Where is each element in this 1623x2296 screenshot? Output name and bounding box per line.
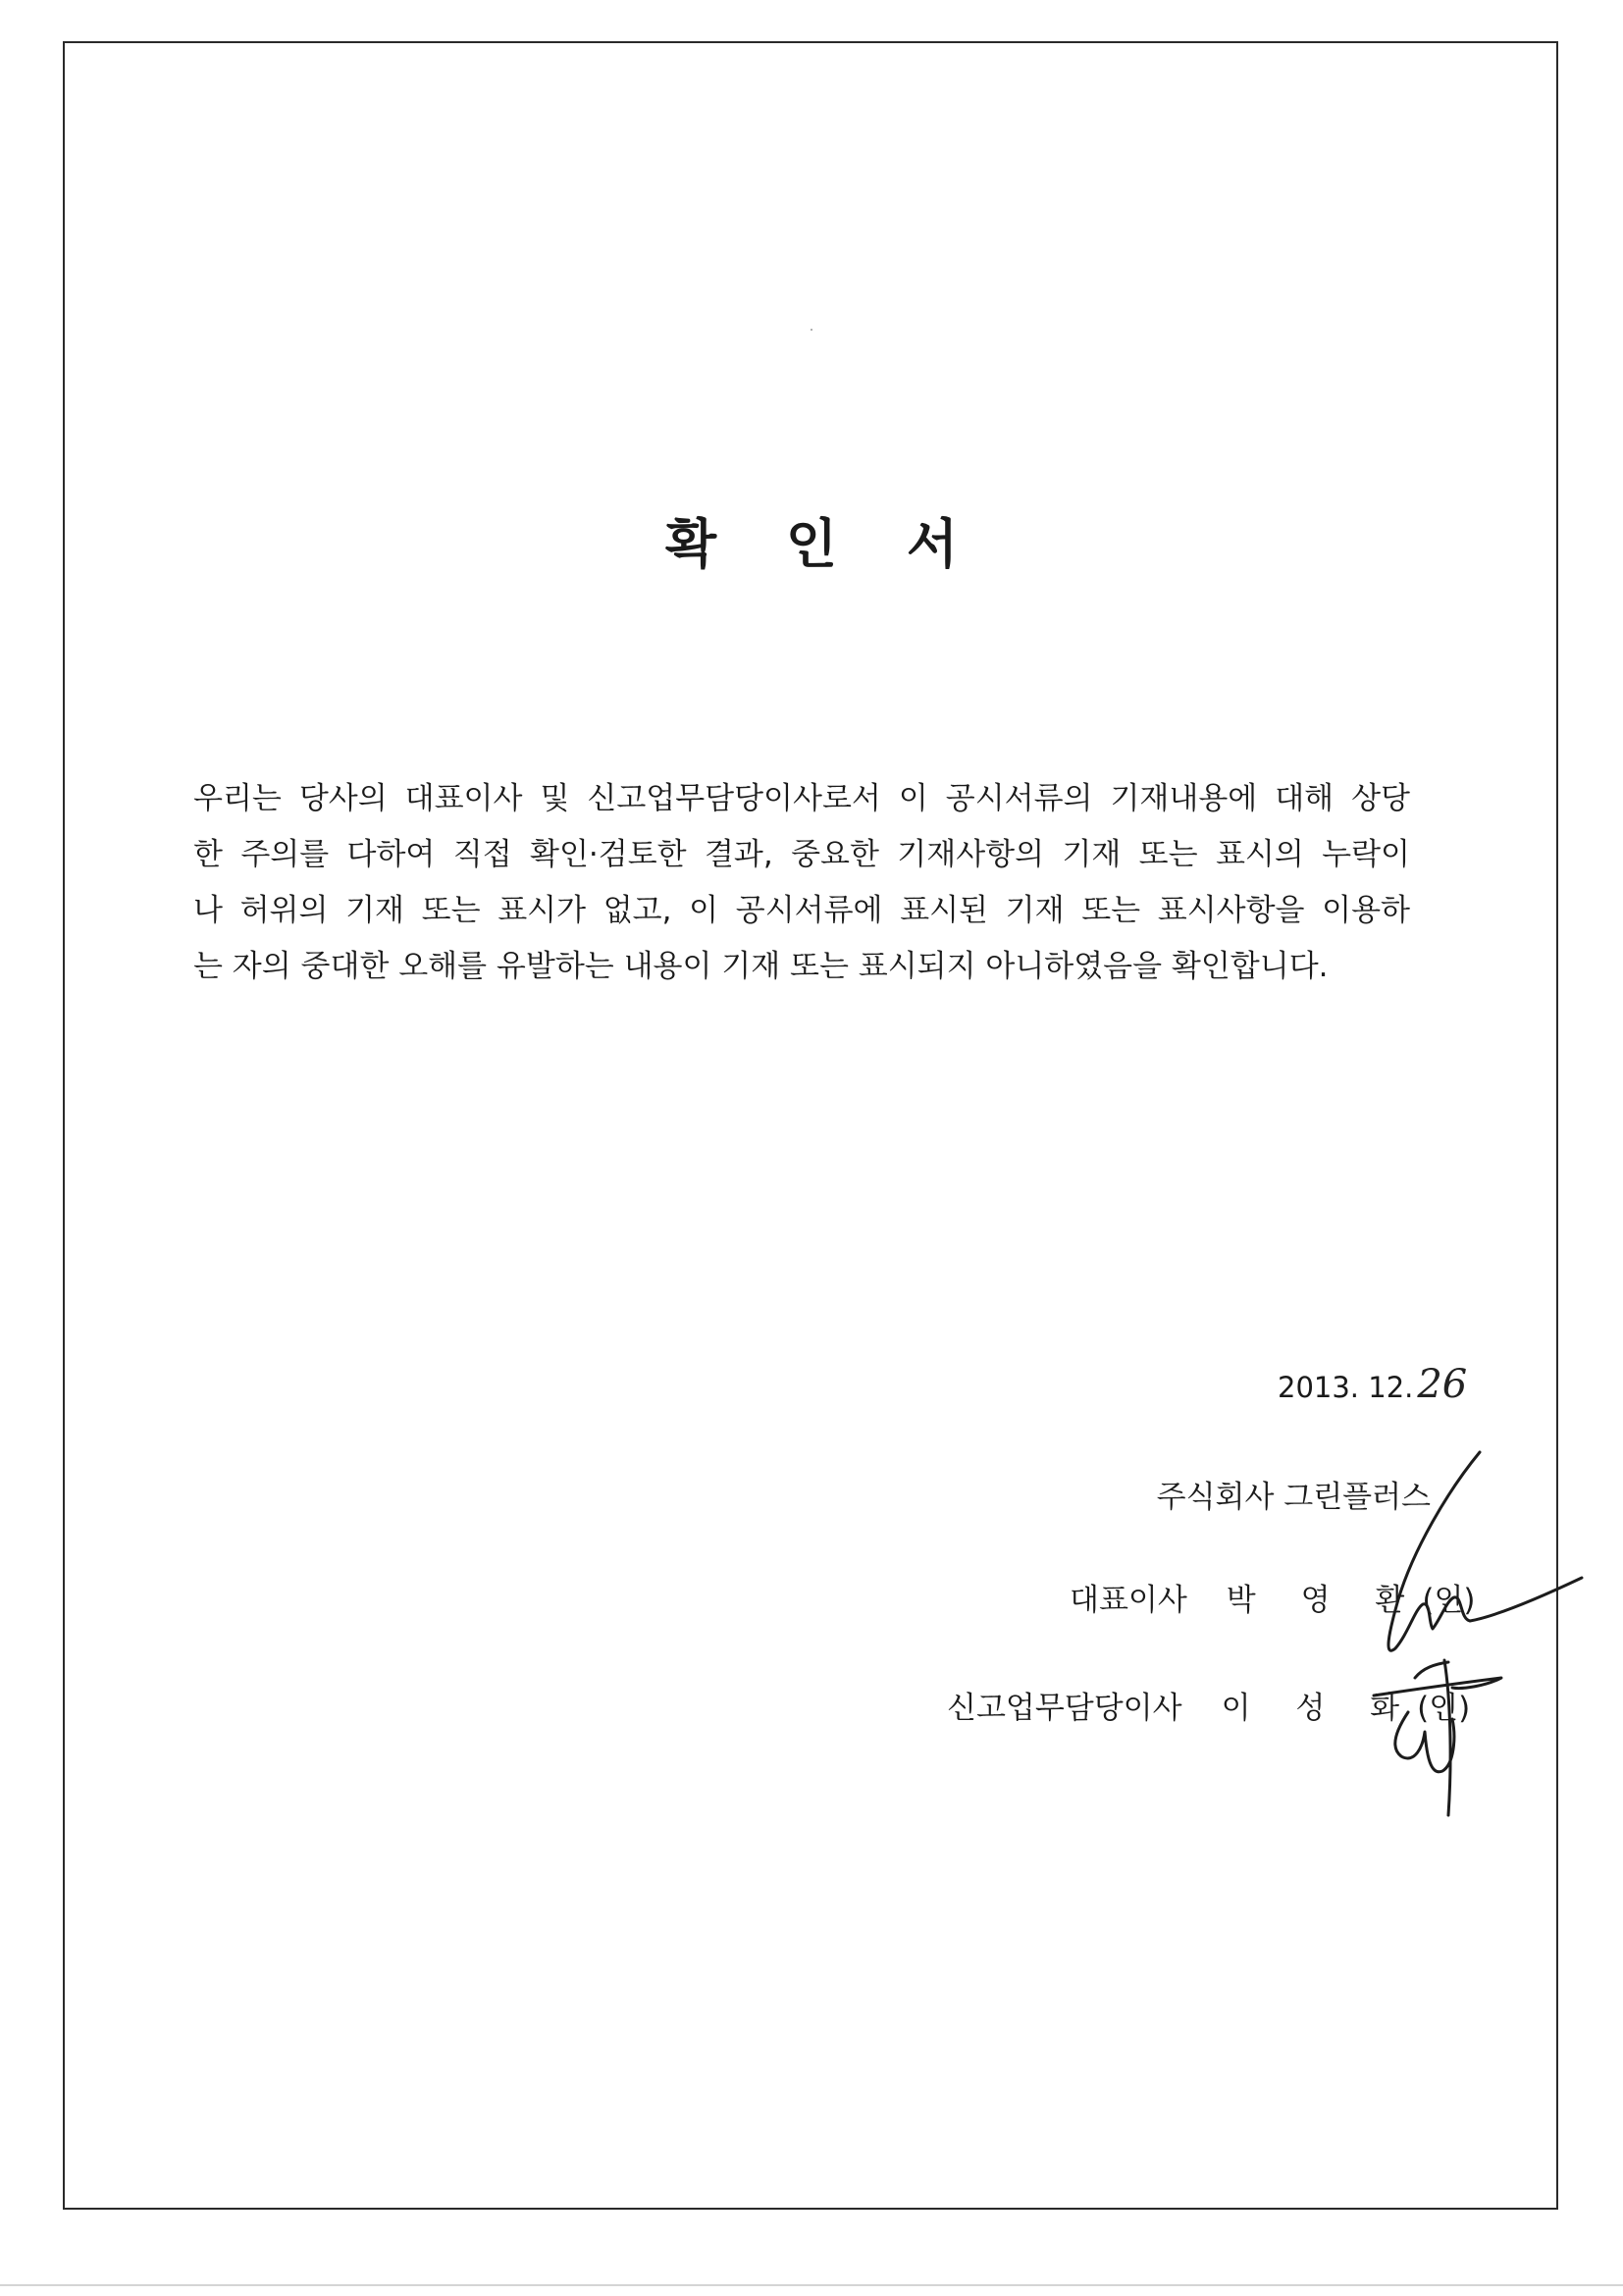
officer-signature-stroke-1	[1374, 1678, 1501, 1696]
officer-name: 이 성 화	[1221, 1691, 1418, 1726]
statement-line-2: 한 주의를 다하여 직접 확인·검토한 결과, 중요한 기재사항의 기재 또는 표시의 누락이	[193, 837, 1410, 872]
document-title: 확 인 서	[664, 513, 984, 575]
officer-signature-stroke-4	[1415, 1662, 1448, 1678]
ceo-signature-stroke	[1388, 1452, 1582, 1650]
officer-seal: (인)	[1417, 1691, 1471, 1726]
statement-line-3: 나 허위의 기재 또는 표시가 없고, 이 공시서류에 표시된 기재 또는 표시사항을 이용하	[193, 893, 1410, 928]
document-date	[1278, 1362, 1467, 1407]
page-bottom-edge	[0, 2284, 1623, 2286]
handwritten-signatures	[1354, 1433, 1609, 1845]
statement-line-1: 우리는 당사의 대표이사 및 신고업무담당이사로서 이 공시서류의 기재내용에 대해 상당	[193, 781, 1410, 816]
officer-role: 신고업무담당이사	[947, 1691, 1182, 1726]
date-handwritten-day: 26	[1417, 1362, 1468, 1407]
date-printed: 2013. 12.	[1278, 1371, 1414, 1404]
scan-speck	[811, 329, 812, 331]
confirmation-statement	[193, 771, 1410, 995]
ceo-seal: (인)	[1422, 1583, 1476, 1618]
statement-line-4: 는 자의 중대한 오해를 유발하는 내용이 기재 또는 표시되지 아니하였음을 확인합니다.	[193, 949, 1329, 984]
document-border	[63, 41, 1558, 2210]
ceo-name: 박 영 환	[1226, 1583, 1423, 1618]
company-name: 주식회사 그린플러스	[1156, 1480, 1431, 1515]
ceo-role: 대표이사	[1070, 1583, 1187, 1618]
officer-signature-stroke-2	[1395, 1712, 1454, 1772]
